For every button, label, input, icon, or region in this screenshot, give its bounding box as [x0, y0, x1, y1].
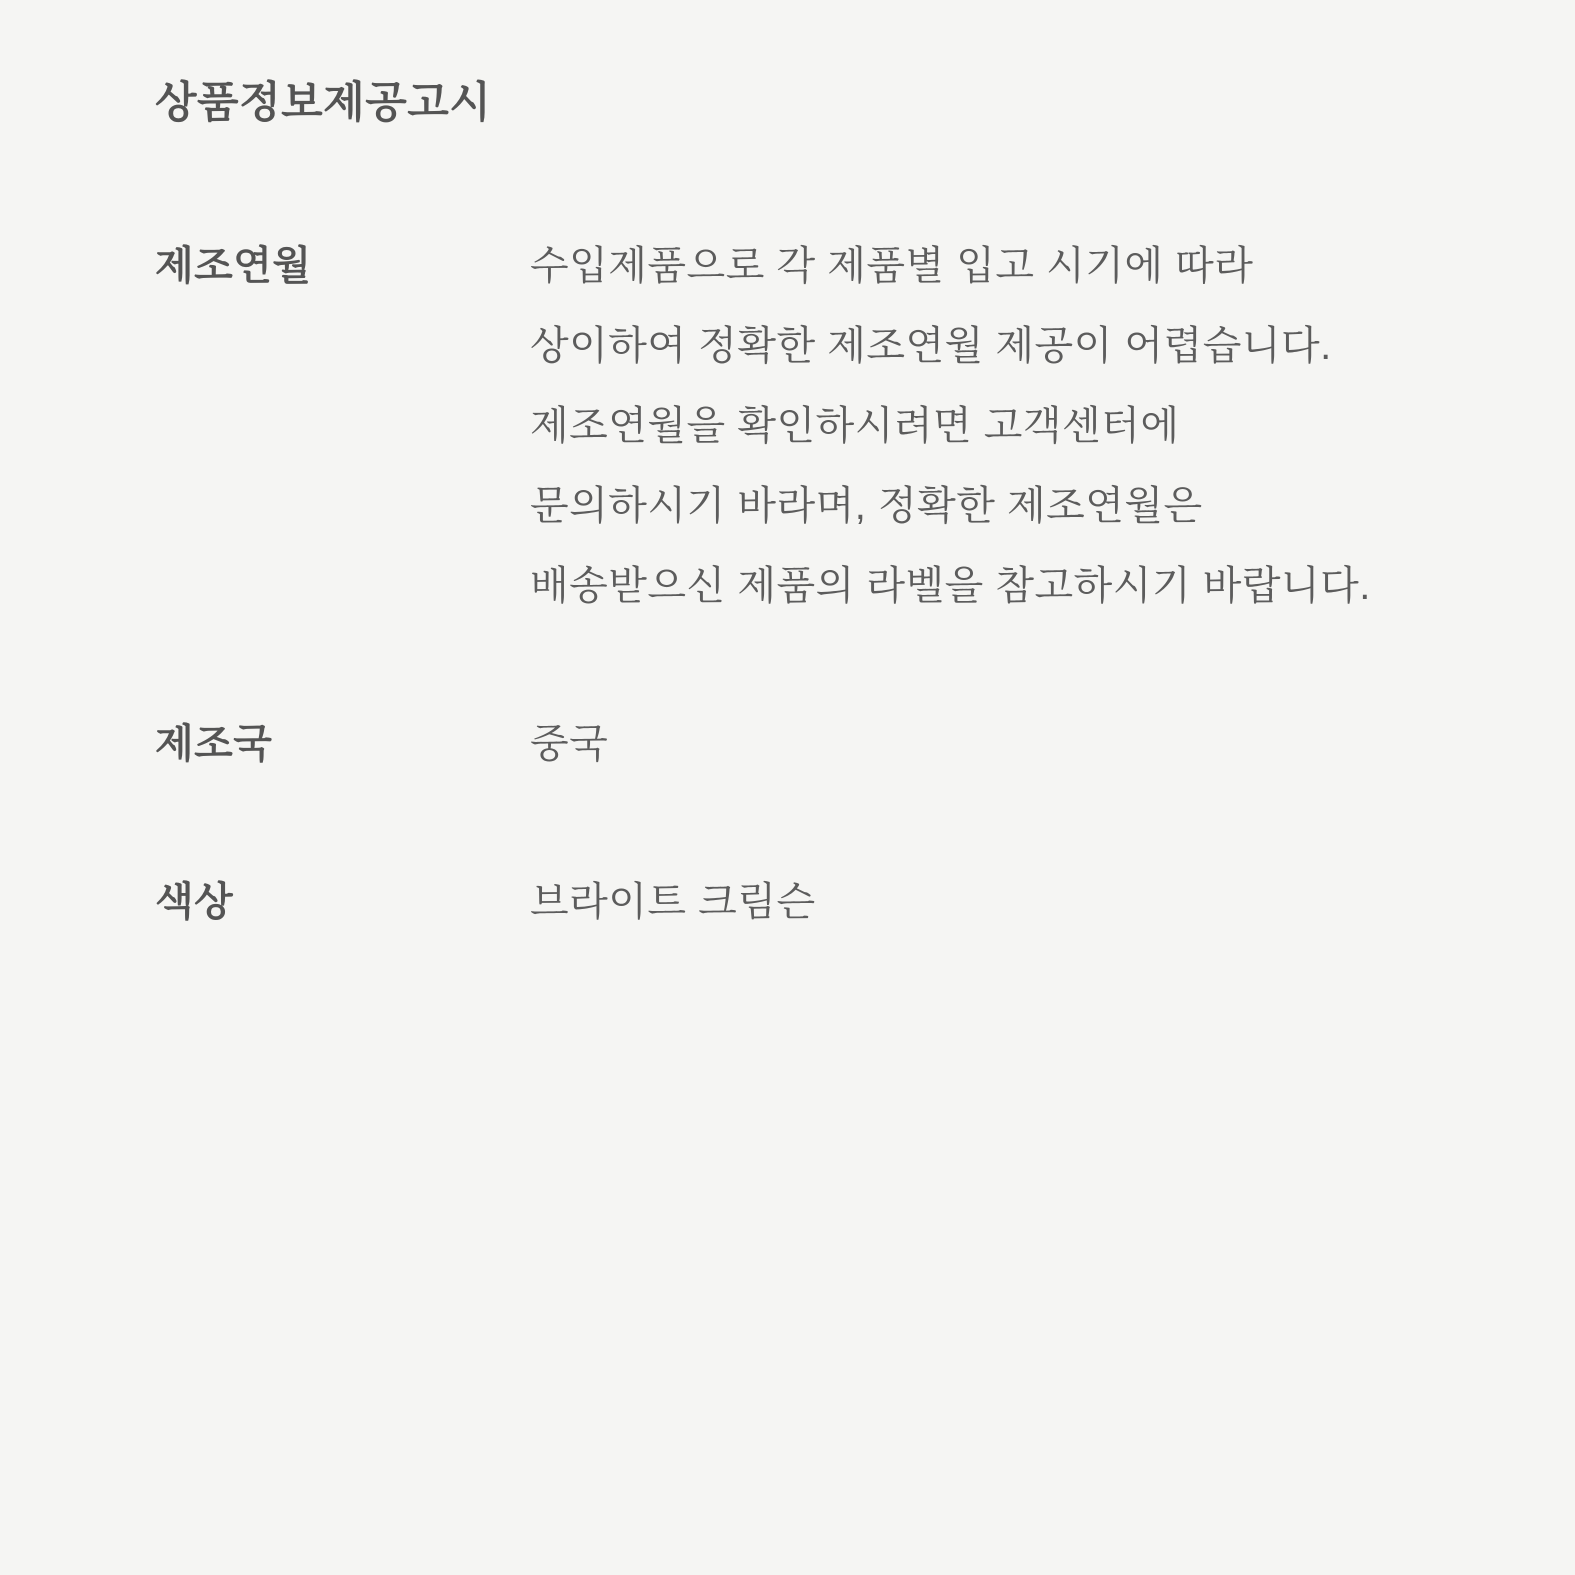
value-line: 상이하여 정확한 제조연월 제공이 어렵습니다. — [530, 323, 1332, 368]
value-line: 브라이트 크림슨 — [530, 879, 816, 924]
value-line: 배송받으신 제품의 라벨을 참고하시기 바랍니다. — [530, 563, 1371, 608]
info-row-color — [155, 862, 1515, 942]
info-row-country-of-origin — [155, 704, 1515, 784]
value-line: 문의하시기 바라며, 정확한 제조연월은 — [530, 483, 1203, 528]
manufacture-date-value — [530, 226, 1515, 626]
color-label: 색상 — [155, 879, 234, 924]
value-line: 중국 — [530, 721, 609, 766]
info-row-manufacture-date — [155, 226, 1515, 626]
color-value — [530, 862, 1515, 942]
country-of-origin-value — [530, 704, 1515, 784]
value-line: 수입제품으로 각 제품별 입고 시기에 따라 — [530, 243, 1254, 288]
value-line: 제조연월을 확인하시려면 고객센터에 — [530, 403, 1180, 448]
page-title: 상품정보제공고시 — [155, 79, 492, 127]
country-of-origin-label: 제조국 — [155, 721, 273, 766]
manufacture-date-label: 제조연월 — [155, 243, 312, 288]
